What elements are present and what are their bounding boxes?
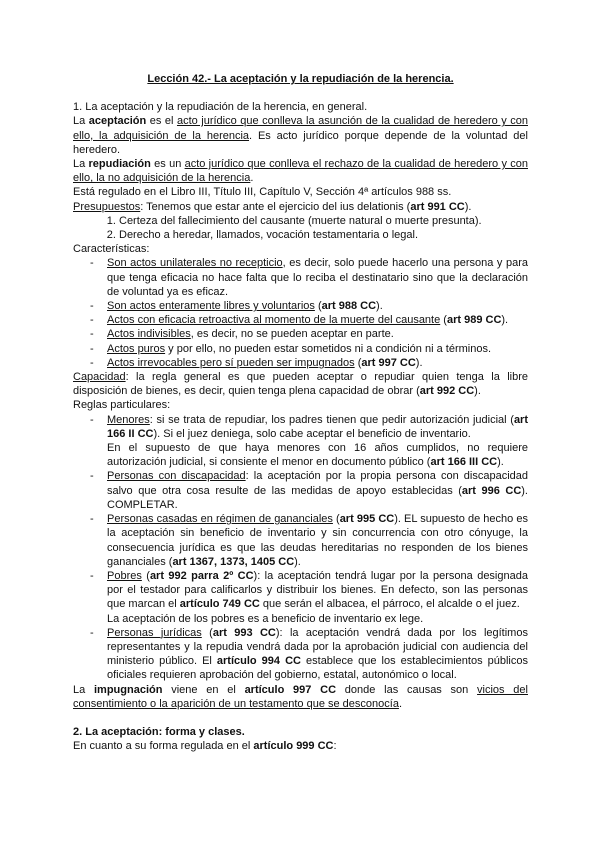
particular-rules-label: Reglas particulares: [73, 399, 171, 412]
list-item: 1. Certeza del fallecimiento del causante (muerte natural o muerte presunta). [119, 214, 528, 228]
form-paragraph: En cuanto a su forma regulada en el artículo 999 CC: [73, 740, 337, 753]
acceptance-definition: La aceptación es el acto jurídico que conlleva la asunción de la cualidad de heredero y con ello, la adquisición de la herencia. Es acto jurídico porque depende de la voluntad del heredero. [73, 115, 528, 156]
capacity-paragraph: Capacidad: la regla general es que pueden aceptar o repudiar quien tenga la libre disposición de bienes, es decir, quien tenga plena capacidad de obrar (art 992 CC). [73, 371, 528, 398]
list-item: - Son actos enteramente libres y voluntarios (art 988 CC). [107, 299, 528, 313]
particular-rules-list [73, 413, 528, 683]
characteristics-list [73, 256, 528, 370]
impugnation-paragraph: La impugnación viene en el artículo 997 CC donde las causas son vicios del consentimiento o la aparición de un testamento que se desconocía. [73, 683, 528, 710]
repudiation-definition: La repudiación es un acto jurídico que conlleva el rechazo de la cualidad de heredero y con ello, la no adquisición de la herencia. [73, 158, 528, 185]
list-item: - Personas jurídicas (art 993 CC): la aceptación vendrá dada por los legítimos representantes y la repudia vendrá dada por la aprobación judicial con audiencia del ministerio público. El artículo 994 CC establece que los establecimientos públicos oficiales requieren aprobación del gobierno, estatal, autonómico o local. [107, 626, 528, 683]
list-item: - Actos irrevocables pero sí pueden ser impugnados (art 997 CC). [107, 356, 528, 370]
document-page [73, 72, 528, 753]
section-1-heading: 1. La aceptación y la repudiación de la herencia, en general. [73, 101, 368, 114]
list-item: - Menores: si se trata de repudiar, los padres tienen que pedir autorización judicial (art 166 II CC). Si el juez deniega, solo cabe aceptar el beneficio de inventario. En el supuesto de que haya menores con 16 años cumplidos, no requiere autorización judicial, si consiente el menor en documento público (art 166 III CC). [107, 413, 528, 470]
list-item: - Actos indivisibles, es decir, no se pueden aceptar en parte. [107, 327, 528, 341]
list-item: - Son actos unilaterales no recepticio, es decir, solo puede hacerlo una persona y para que tenga eficacia no hace falta que lo reciba el destinatario sino que la declaración de voluntad ya es eficaz. [107, 256, 528, 299]
lesson-title: Lección 42.- La aceptación y la repudiación de la herencia. [147, 73, 454, 85]
list-item: - Personas casadas en régimen de gananciales (art 995 CC). EL supuesto de hecho es la aceptación sin beneficio de inventario y sin concurrencia con otro cónyuge, la consecuencia jurídica es que las deudas hereditarias no responden de los bienes gananciales (art 1367, 1373, 1405 CC). [107, 512, 528, 569]
presuppositions-list [73, 214, 528, 242]
minors-sub-paragraph: En el supuesto de que haya menores con 16 años cumplidos, no requiere autorización judicial, si consiente el menor en documento público (art 166 III CC). [107, 442, 528, 469]
list-item: - Pobres (art 992 parra 2º CC): la aceptación tendrá lugar por la persona designada por el testador para calificarlos y distribuir los bienes. En defecto, son las personas que marcan el artículo 749 CC que serán el albacea, el párroco, el alcalde o el juez. La aceptación de los pobres es a beneficio de inventario ex lege. [107, 569, 528, 626]
list-item: - Actos con eficacia retroactiva al momento de la muerte del causante (art 989 CC). [107, 313, 528, 327]
section-2-heading: 2. La aceptación: forma y clases. [73, 725, 245, 738]
list-item: 2. Derecho a heredar, llamados, vocación testamentaria o legal. [119, 228, 528, 242]
presuppositions: Presupuestos: Tenemos que estar ante el ejercicio del ius delationis (art 991 CC). [73, 200, 472, 213]
list-item: - Actos puros y por ello, no pueden estar sometidos ni a condición ni a términos. [107, 342, 528, 356]
list-item: - Personas con discapacidad: la aceptación por la propia persona con discapacidad salvo que otra cosa resulte de las medidas de apoyo establecidas (art 996 CC). COMPLETAR. [107, 469, 528, 512]
poor-sub-paragraph: La aceptación de los pobres es a beneficio de inventario ex lege. [107, 612, 424, 625]
regulation-text: Está regulado en el Libro III, Título III, Capítulo V, Sección 4ª artículos 988 ss. [73, 186, 452, 199]
characteristics-label: Características: [73, 243, 150, 256]
